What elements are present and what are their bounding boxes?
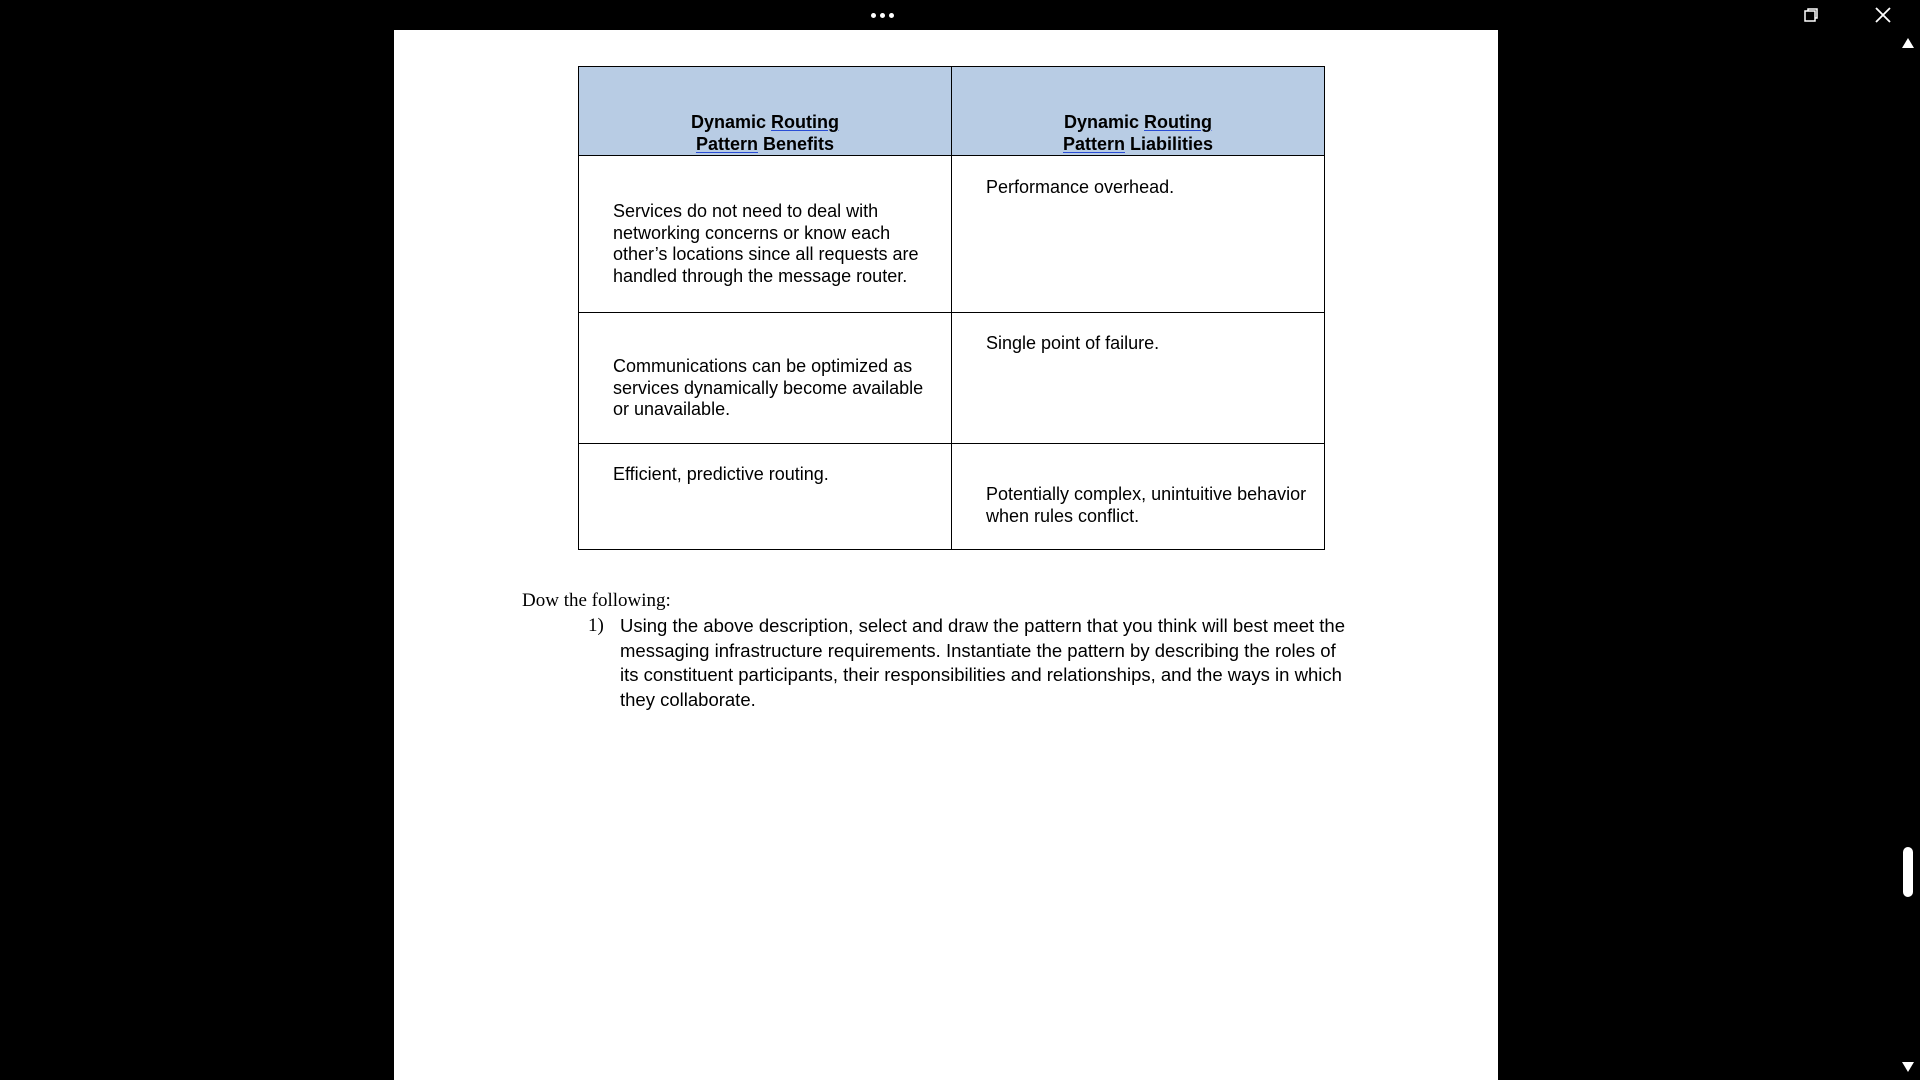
- instructions-heading: Dow the following:: [522, 590, 671, 611]
- triangle-down-icon: [1901, 1061, 1915, 1073]
- title-bar: [0, 0, 1920, 30]
- liability-text: Single point of failure.: [986, 333, 1160, 353]
- header-text: Dynamic: [690, 112, 772, 132]
- restore-window-button[interactable]: [1796, 2, 1826, 28]
- document-page: [394, 30, 1498, 1080]
- more-dot: [880, 13, 885, 18]
- header-text-underlined: Pattern: [695, 133, 758, 154]
- table-row: [579, 444, 1325, 550]
- close-window-button[interactable]: [1868, 2, 1898, 28]
- restore-window-icon: [1803, 7, 1819, 23]
- header-text-underlined: Pattern: [1062, 133, 1125, 154]
- header-text-underlined: Routing: [771, 112, 840, 132]
- instruction-number: 1): [588, 615, 604, 636]
- instructions-section: [522, 590, 1422, 712]
- header-text: Liabilities: [1124, 133, 1214, 154]
- table-header-row: [579, 67, 1325, 156]
- more-dot: [889, 13, 894, 18]
- benefit-cell: [579, 313, 952, 444]
- close-icon: [1874, 6, 1892, 24]
- more-dot: [871, 13, 876, 18]
- benefit-text: Communications can be optimized as services dynamically become available or unavailable.: [613, 356, 924, 419]
- table-row: [579, 156, 1325, 313]
- triangle-up-icon: [1901, 37, 1915, 49]
- more-options-button[interactable]: [866, 4, 898, 26]
- liability-cell: [952, 444, 1325, 550]
- benefit-cell: [579, 444, 952, 550]
- liabilities-header: [952, 67, 1325, 156]
- scroll-up-button[interactable]: [1901, 36, 1915, 50]
- header-text: Dynamic: [1063, 112, 1145, 132]
- benefits-header: [579, 67, 952, 156]
- benefit-cell: [579, 156, 952, 313]
- header-text: Benefits: [757, 133, 835, 154]
- benefit-text: Services do not need to deal with networking concerns or know each other’s locations since all requests are handled through the message router.: [613, 201, 919, 286]
- instruction-item: [588, 614, 1422, 712]
- liability-cell: [952, 313, 1325, 444]
- liability-text: Potentially complex, unintuitive behavior when rules conflict.: [986, 484, 1307, 526]
- table-row: [579, 313, 1325, 444]
- scroll-down-button[interactable]: [1901, 1060, 1915, 1074]
- benefit-text: Efficient, predictive routing.: [613, 464, 829, 484]
- liability-cell: [952, 156, 1325, 313]
- vertical-scrollbar[interactable]: [1896, 30, 1920, 1080]
- header-text-underlined: Routing: [1144, 112, 1213, 132]
- liability-text: Performance overhead.: [986, 177, 1175, 197]
- routing-pattern-table: [578, 66, 1325, 550]
- scroll-thumb[interactable]: [1903, 847, 1913, 897]
- instruction-text: Using the above description, select and draw the pattern that you think will best meet the messaging infrastructure requirements. Instantiate the pattern by describing the roles of its constituent participants, their responsibilities and relationships, and the ways in which they collaborate.: [620, 615, 1345, 710]
